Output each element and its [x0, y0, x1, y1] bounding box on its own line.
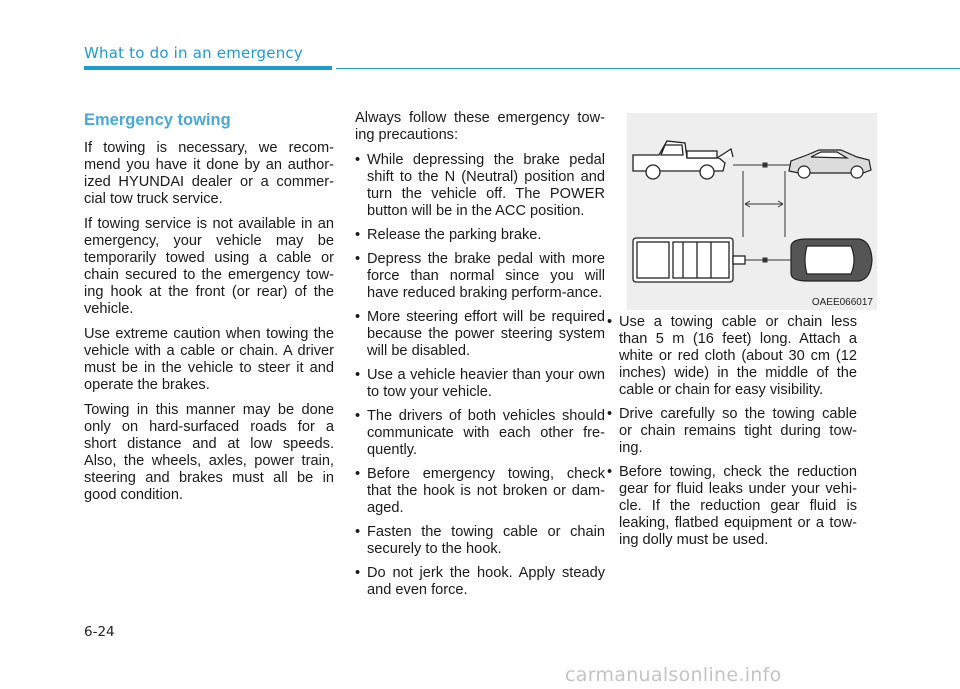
towing-illustration: [627, 113, 877, 310]
precautions-list: [355, 152, 605, 599]
towing-diagram-icon: [627, 113, 877, 310]
column-middle: [355, 110, 605, 606]
figure-code: OAEE066017: [811, 297, 873, 308]
header-rule-accent: [84, 66, 332, 70]
precautions-list-continued: [607, 314, 857, 549]
tow-cable-icon: [733, 163, 791, 262]
list-item: • Release the parking brake.: [355, 227, 605, 244]
list-item: • Depress the brake pedal with more force than normal since you will have reduced braking perform-ance.: [355, 251, 605, 302]
column-left: [84, 110, 334, 512]
precautions-intro: Always follow these emergency tow-ing precautions:: [355, 110, 605, 143]
header-rule-line: [336, 68, 960, 69]
section-header-title: What to do in an emergency: [84, 44, 303, 62]
paragraph: Use extreme caution when towing the vehicle with a cable or chain. A driver must be in the vehicle to steer it and operate the brakes.: [84, 326, 334, 393]
list-item: • Use a vehicle heavier than your own to tow your vehicle.: [355, 367, 605, 401]
car-top-icon: [791, 239, 872, 281]
car-side-icon: [789, 150, 871, 178]
tow-truck-top-icon: [633, 238, 745, 282]
list-item: • The drivers of both vehicles should communicate with each other fre-quently.: [355, 408, 605, 459]
paragraph: If towing is necessary, we recom-mend you have it done by an author-ized HYUNDAI dealer or a commer-cial tow truck service.: [84, 140, 334, 207]
list-item: • Fasten the towing cable or chain securely to the hook.: [355, 524, 605, 558]
list-item: • Do not jerk the hook. Apply steady and even force.: [355, 565, 605, 599]
list-item: • Drive carefully so the towing cable or chain remains tight during tow-ing.: [607, 406, 857, 457]
list-item: • While depressing the brake pedal shift to the N (Neutral) position and turn the vehicle off. The POWER button will be in the ACC position.: [355, 152, 605, 220]
list-item: • Use a towing cable or chain less than 5 m (16 feet) long. Attach a white or red cloth (about 30 cm (12 inches) wide) in the middle of the cable or chain for easy visibility.: [607, 314, 857, 399]
list-item: • More steering effort will be required because the power steering system will be disabled.: [355, 309, 605, 360]
tow-truck-side-icon: [633, 141, 733, 179]
section-heading: Emergency towing: [84, 111, 231, 129]
list-item: • Before emergency towing, check that the hook is not broken or dam-aged.: [355, 466, 605, 517]
page-number: 6-24: [84, 624, 115, 640]
paragraph: If towing service is not available in an emergency, your vehicle may be temporarily towed using a cable or chain secured to the emergency tow-ing hook at the front (or rear) of the vehicle.: [84, 216, 334, 317]
list-item: • Before towing, check the reduction gear for fluid leaks under your vehi-cle. If the reduction gear fluid is leaking, flatbed equipment or a tow-ing dolly must be used.: [607, 464, 857, 549]
column-right: [607, 314, 857, 556]
watermark: carmanualsonline.info: [565, 664, 782, 686]
paragraph: Towing in this manner may be done only on hard-surfaced roads for a short distance and at low speeds. Also, the wheels, axles, power train, steering and brakes must all be in good condition.: [84, 402, 334, 503]
